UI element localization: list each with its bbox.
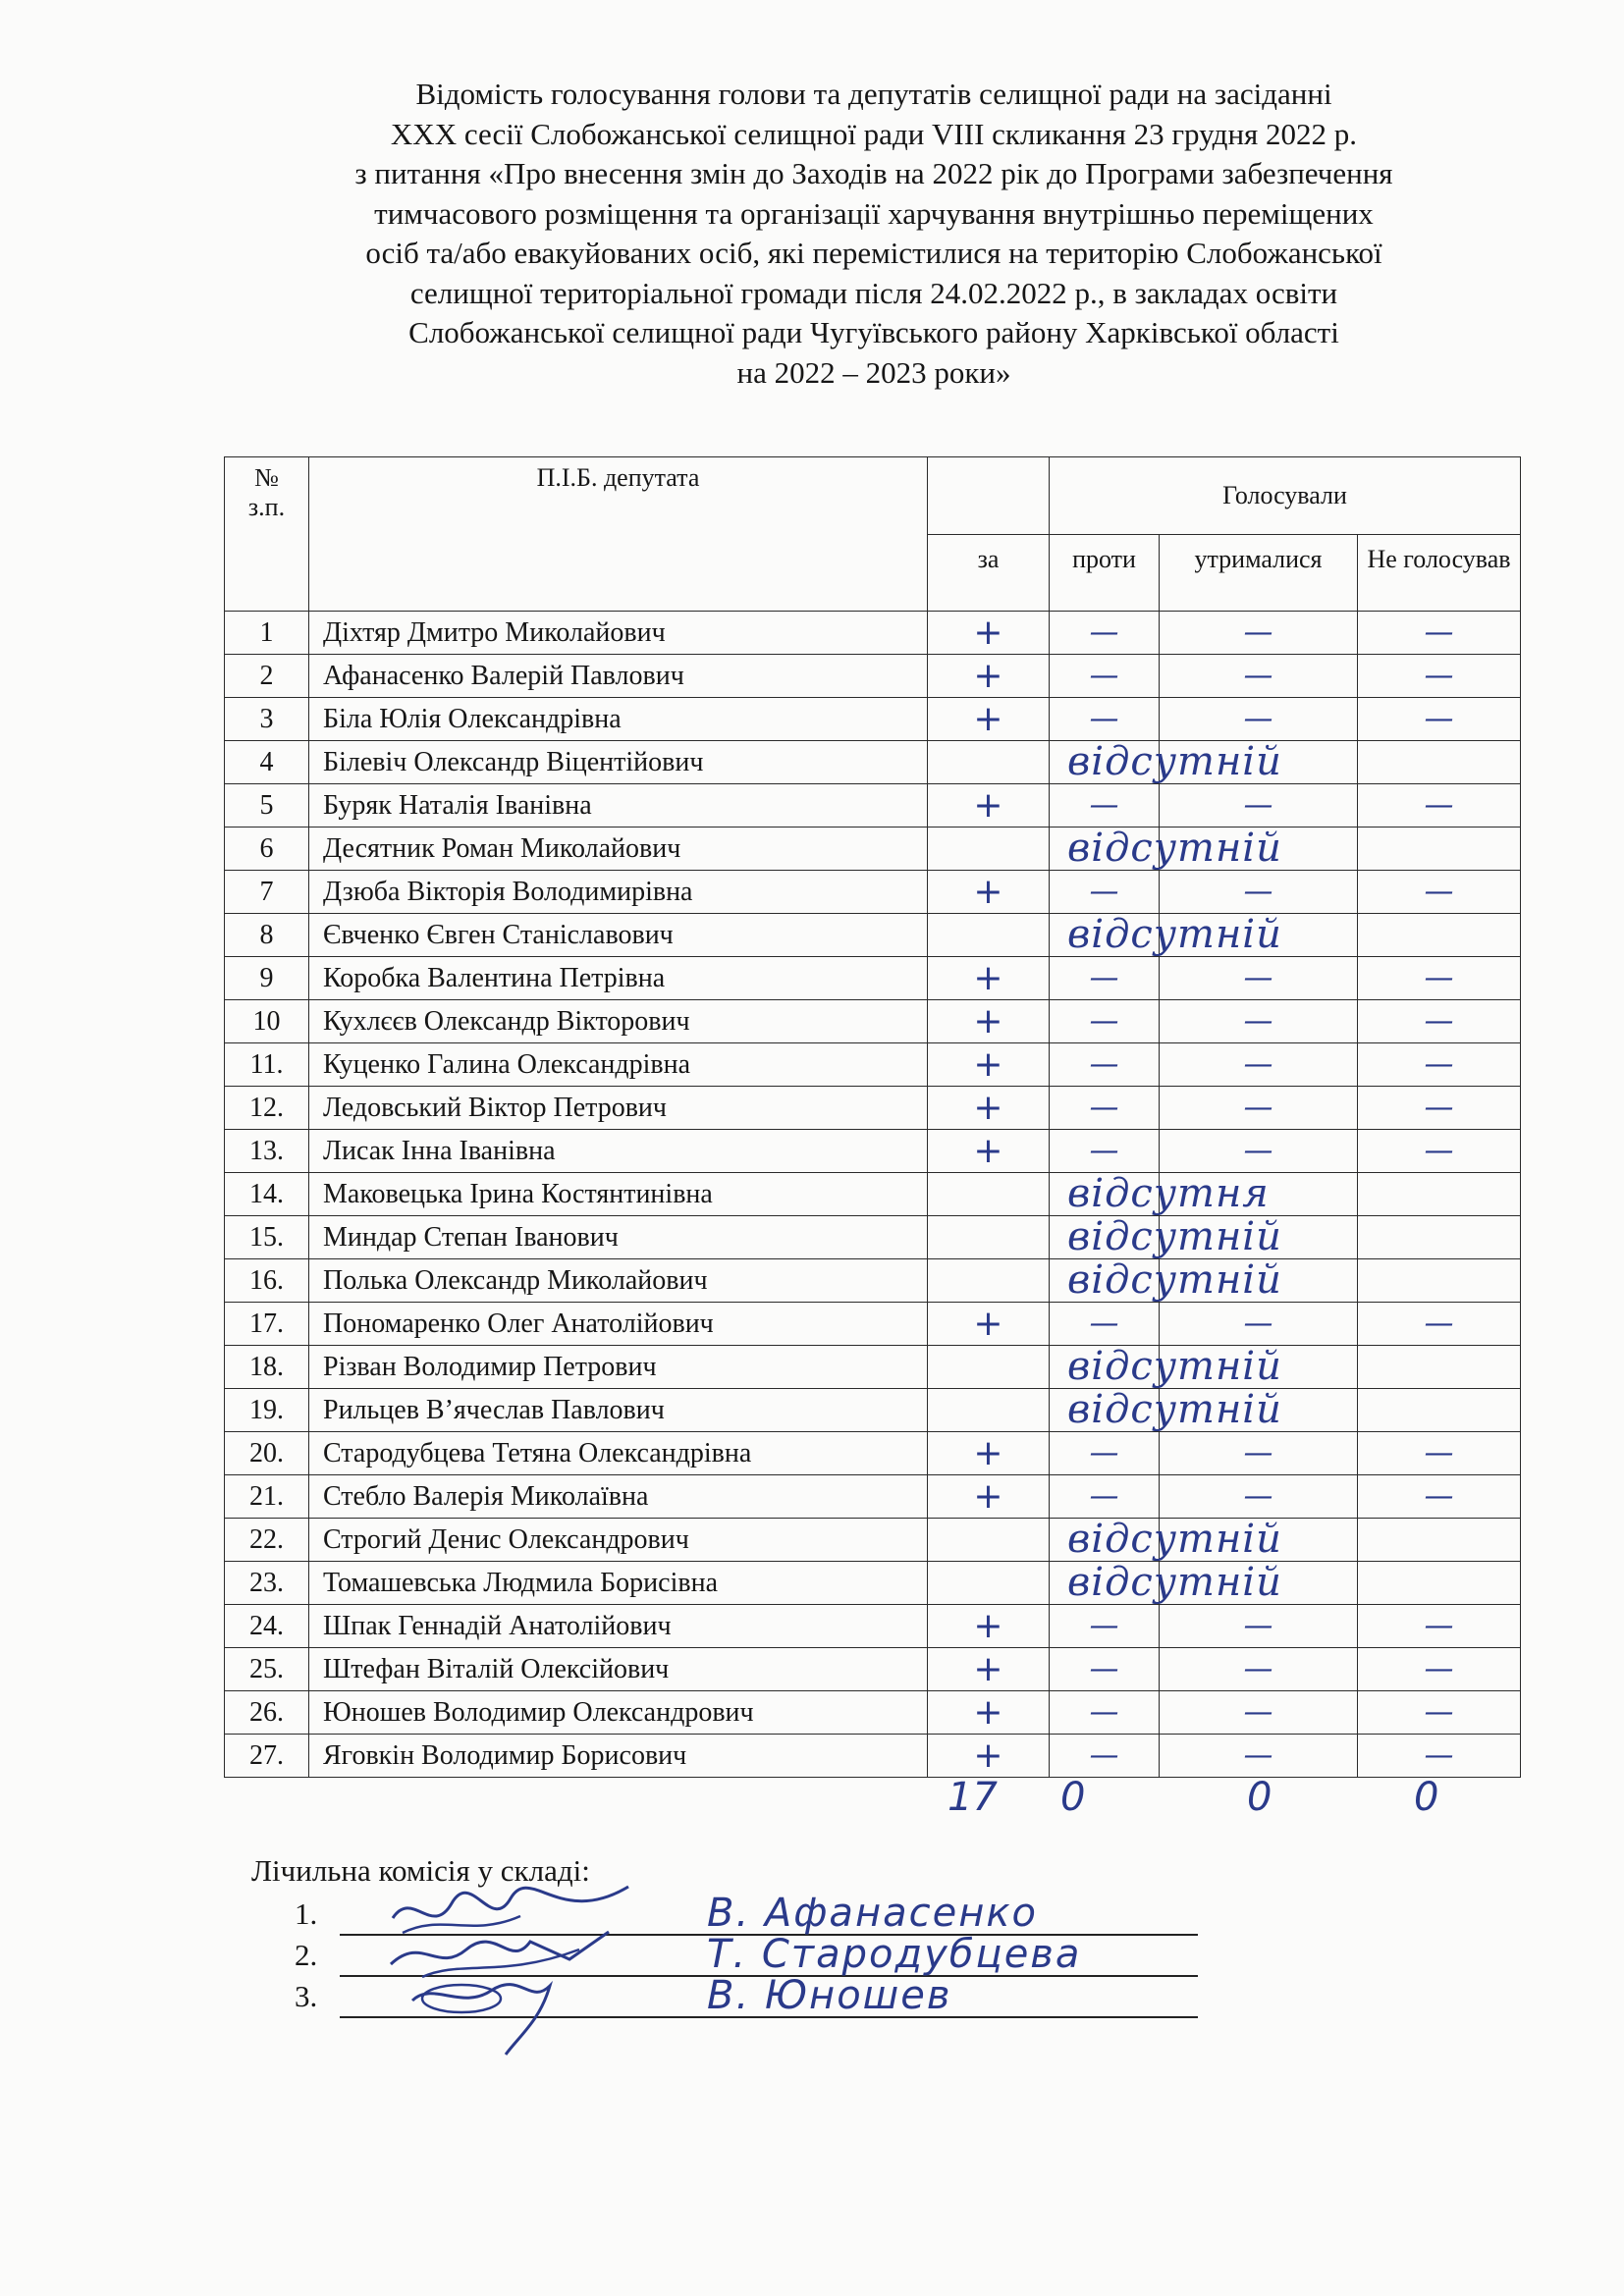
dash-mark: — [1424, 1479, 1454, 1514]
dash-mark: — [1243, 875, 1273, 909]
vote-for-cell [928, 1389, 1050, 1432]
absent-cell [1050, 826, 1282, 871]
plus-mark: + [973, 1606, 1003, 1646]
deputy-name: Строгий Денис Олександрович [309, 1519, 928, 1562]
vote-not-voted-cell [1358, 612, 1521, 655]
vote-for-cell [928, 741, 1050, 784]
dash-mark: — [1424, 1047, 1454, 1082]
table-row [225, 1519, 1521, 1562]
member-number: 2. [295, 1938, 318, 1972]
title-line: ХХХ сесії Слобожанської селищної ради VIII скликання 23 грудня 2022 р. [390, 116, 1358, 151]
dash-mark: — [1243, 1652, 1273, 1686]
vote-against-cell [1050, 1043, 1160, 1087]
dash-mark: — [1424, 788, 1454, 823]
plus-mark: + [973, 613, 1003, 653]
plus-mark: + [973, 958, 1003, 998]
deputy-name: Штефан Віталій Олексійович [309, 1648, 928, 1691]
dash-mark: — [1089, 1091, 1119, 1125]
table-row [225, 1000, 1521, 1043]
vote-not-voted-cell [1358, 1432, 1521, 1475]
table-row [225, 871, 1521, 914]
commission-label: Лічильна комісія у складі: [251, 1853, 590, 1888]
vote-abstained-cell [1160, 1432, 1358, 1475]
vote-for-cell [928, 1432, 1050, 1475]
member-number: 1. [295, 1896, 318, 1931]
row-number: 14. [225, 1173, 309, 1216]
deputy-name: Ледовський Віктор Петрович [309, 1087, 928, 1130]
vote-not-voted-cell [1358, 1216, 1521, 1259]
table-row [225, 1173, 1521, 1216]
deputy-name: Афанасенко Валерій Павлович [309, 655, 928, 698]
deputy-name: Кухлєєв Олександр Вікторович [309, 1000, 928, 1043]
table-row [225, 957, 1521, 1000]
total-abstained: 0 [1247, 1775, 1272, 1820]
absent-note: відсутній [1067, 1344, 1282, 1389]
vote-abstained-cell [1160, 871, 1358, 914]
table-row [225, 1648, 1521, 1691]
table-row [225, 1216, 1521, 1259]
plus-mark: + [973, 1044, 1003, 1085]
dash-mark: — [1424, 702, 1454, 736]
vote-against-cell [1050, 1303, 1160, 1346]
absent-note: відсутній [1067, 1517, 1282, 1562]
deputy-name: Полька Олександр Миколайович [309, 1259, 928, 1303]
plus-mark: + [973, 1131, 1003, 1171]
row-number: 13. [225, 1130, 309, 1173]
absent-cell [1050, 1387, 1282, 1432]
voting-table [224, 456, 1521, 1778]
absent-cell [1050, 912, 1282, 957]
vote-for-cell [928, 698, 1050, 741]
header-voted: Голосували [1050, 457, 1521, 535]
vote-abstained-cell [1160, 1562, 1358, 1605]
vote-abstained-cell [1160, 1735, 1358, 1778]
absent-note: відсутній [1067, 1214, 1282, 1259]
dash-mark: — [1424, 961, 1454, 995]
vote-not-voted-cell [1358, 1389, 1521, 1432]
dash-mark: — [1424, 875, 1454, 909]
vote-abstained-cell [1160, 1648, 1358, 1691]
vote-not-voted-cell [1358, 1562, 1521, 1605]
vote-for-cell [928, 1346, 1050, 1389]
deputy-name: Діхтяр Дмитро Миколайович [309, 612, 928, 655]
row-number: 10 [225, 1000, 309, 1043]
vote-abstained-cell [1160, 1389, 1358, 1432]
row-number: 6 [225, 828, 309, 871]
table-row [225, 1130, 1521, 1173]
member-handwritten-name: Т. Стародубцева [707, 1932, 1082, 1977]
row-number: 17. [225, 1303, 309, 1346]
table-row [225, 1605, 1521, 1648]
vote-against-cell [1050, 1605, 1160, 1648]
vote-for-cell [928, 1000, 1050, 1043]
row-number: 15. [225, 1216, 309, 1259]
dash-mark: — [1424, 615, 1454, 650]
dash-mark: — [1243, 961, 1273, 995]
deputy-name: Юношев Володимир Олександрович [309, 1691, 928, 1735]
deputy-name: Білевіч Олександр Віцентійович [309, 741, 928, 784]
vote-abstained-cell [1160, 828, 1358, 871]
absent-note: відсутня [1067, 1171, 1270, 1216]
table-row [225, 1303, 1521, 1346]
table-row [225, 1432, 1521, 1475]
plus-mark: + [973, 1649, 1003, 1689]
vote-abstained-cell [1160, 1130, 1358, 1173]
vote-against-cell [1050, 1475, 1160, 1519]
table-row [225, 1043, 1521, 1087]
dash-mark: — [1243, 788, 1273, 823]
table-row [225, 784, 1521, 828]
vote-abstained-cell [1160, 1043, 1358, 1087]
vote-for-cell [928, 1605, 1050, 1648]
vote-against-cell [1050, 1432, 1160, 1475]
vote-not-voted-cell [1358, 698, 1521, 741]
dash-mark: — [1243, 659, 1273, 693]
title-line: Відомість голосування голови та депутатів селищної ради на засіданні [415, 77, 1332, 111]
dash-mark: — [1089, 1307, 1119, 1341]
table-body [225, 612, 1521, 1778]
vote-abstained-cell [1160, 1087, 1358, 1130]
title-line: селищної територіальної громади після 24.02.2022 р., в закладах освіти [409, 275, 1338, 310]
absent-cell [1050, 1517, 1282, 1562]
vote-against-cell [1050, 1087, 1160, 1130]
vote-for-cell [928, 612, 1050, 655]
deputy-name: Миндар Степан Іванович [309, 1216, 928, 1259]
dash-mark: — [1424, 1609, 1454, 1643]
dash-mark: — [1089, 702, 1119, 736]
vote-not-voted-cell [1358, 1735, 1521, 1778]
vote-not-voted-cell [1358, 1303, 1521, 1346]
vote-abstained-cell [1160, 1691, 1358, 1735]
vote-against-cell [1050, 784, 1160, 828]
absent-cell [1050, 1344, 1282, 1389]
vote-against-cell [1050, 1691, 1160, 1735]
title-line: Слобожанської селищної ради Чугуївського району Харківської області [408, 315, 1339, 349]
plus-mark: + [973, 1692, 1003, 1733]
document-title [177, 75, 1571, 393]
vote-not-voted-cell [1358, 1346, 1521, 1389]
deputy-name: Пономаренко Олег Анатолійович [309, 1303, 928, 1346]
absent-note: відсутній [1067, 1387, 1282, 1432]
header-num: № з.п. [225, 457, 309, 612]
deputy-name: Лисак Інна Іванівна [309, 1130, 928, 1173]
vote-abstained-cell [1160, 1259, 1358, 1303]
vote-not-voted-cell [1358, 1605, 1521, 1648]
dash-mark: — [1243, 1436, 1273, 1470]
table-row [225, 1259, 1521, 1303]
vote-abstained-cell [1160, 1346, 1358, 1389]
row-number: 1 [225, 612, 309, 655]
plus-mark: + [973, 1001, 1003, 1041]
vote-against-cell [1050, 1130, 1160, 1173]
vote-not-voted-cell [1358, 1173, 1521, 1216]
dash-mark: — [1424, 1004, 1454, 1039]
dash-mark: — [1089, 1004, 1119, 1039]
row-number: 8 [225, 914, 309, 957]
plus-mark: + [973, 785, 1003, 826]
dash-mark: — [1243, 1134, 1273, 1168]
title-line: тимчасового розміщення та організації харчування внутрішньо переміщених [374, 195, 1374, 231]
plus-mark: + [973, 1476, 1003, 1517]
vote-for-cell [928, 1648, 1050, 1691]
dash-mark: — [1243, 1307, 1273, 1341]
row-number: 7 [225, 871, 309, 914]
row-number: 23. [225, 1562, 309, 1605]
row-number: 24. [225, 1605, 309, 1648]
dash-mark: — [1089, 1436, 1119, 1470]
vote-for-cell [928, 1562, 1050, 1605]
dash-mark: — [1089, 1609, 1119, 1643]
vote-abstained-cell [1160, 1216, 1358, 1259]
dash-mark: — [1424, 1695, 1454, 1730]
dash-mark: — [1243, 1004, 1273, 1039]
table-row [225, 1562, 1521, 1605]
title-line: осіб та/або евакуйованих осіб, які перемістилися на територію Слобожанської [365, 236, 1382, 270]
row-number: 27. [225, 1735, 309, 1778]
dash-mark: — [1424, 1134, 1454, 1168]
vote-for-cell [928, 1259, 1050, 1303]
deputy-name: Куценко Галина Олександрівна [309, 1043, 928, 1087]
vote-against-cell [1050, 612, 1160, 655]
dash-mark: — [1424, 1091, 1454, 1125]
vote-for-cell [928, 1691, 1050, 1735]
dash-mark: — [1089, 788, 1119, 823]
table-row [225, 914, 1521, 957]
vote-against-cell [1050, 698, 1160, 741]
plus-mark: + [973, 1088, 1003, 1128]
absent-note: відсутній [1067, 1257, 1282, 1303]
vote-for-cell [928, 828, 1050, 871]
vote-for-cell [928, 1087, 1050, 1130]
vote-for-cell [928, 914, 1050, 957]
vote-not-voted-cell [1358, 871, 1521, 914]
table-row [225, 1346, 1521, 1389]
vote-for-cell [928, 1216, 1050, 1259]
dash-mark: — [1424, 1436, 1454, 1470]
table-row [225, 1691, 1521, 1735]
vote-against-cell [1050, 1648, 1160, 1691]
header-name: П.І.Б. депутата [309, 457, 928, 612]
deputy-name: Стебло Валерія Миколаївна [309, 1475, 928, 1519]
dash-mark: — [1424, 1738, 1454, 1773]
vote-abstained-cell [1160, 1519, 1358, 1562]
dash-mark: — [1243, 1479, 1273, 1514]
deputy-name: Рильцев В’ячеслав Павлович [309, 1389, 928, 1432]
absent-cell [1050, 739, 1282, 784]
dash-mark: — [1089, 1479, 1119, 1514]
vote-not-voted-cell [1358, 1519, 1521, 1562]
dash-mark: — [1243, 1047, 1273, 1082]
dash-mark: — [1089, 1134, 1119, 1168]
dash-mark: — [1243, 615, 1273, 650]
row-number: 25. [225, 1648, 309, 1691]
dash-mark: — [1089, 961, 1119, 995]
plus-mark: + [973, 699, 1003, 739]
dash-mark: — [1243, 1091, 1273, 1125]
vote-not-voted-cell [1358, 957, 1521, 1000]
table-row [225, 1735, 1521, 1778]
row-number: 12. [225, 1087, 309, 1130]
plus-mark: + [973, 656, 1003, 696]
vote-not-voted-cell [1358, 914, 1521, 957]
dash-mark: — [1243, 702, 1273, 736]
dash-mark: — [1089, 615, 1119, 650]
dash-mark: — [1089, 1652, 1119, 1686]
vote-abstained-cell [1160, 655, 1358, 698]
row-number: 2 [225, 655, 309, 698]
absent-note: відсутній [1067, 912, 1282, 957]
vote-not-voted-cell [1358, 1130, 1521, 1173]
dash-mark: — [1243, 1738, 1273, 1773]
row-number: 20. [225, 1432, 309, 1475]
vote-abstained-cell [1160, 1303, 1358, 1346]
vote-abstained-cell [1160, 612, 1358, 655]
member-handwritten-name: В. Афанасенко [707, 1891, 1038, 1936]
vote-abstained-cell [1160, 1000, 1358, 1043]
vote-against-cell [1050, 957, 1160, 1000]
deputy-name: Томашевська Людмила Борисівна [309, 1562, 928, 1605]
vote-abstained-cell [1160, 784, 1358, 828]
vote-against-cell [1050, 871, 1160, 914]
vote-against-cell [1050, 1000, 1160, 1043]
vote-against-cell [1050, 655, 1160, 698]
vote-not-voted-cell [1358, 655, 1521, 698]
vote-abstained-cell [1160, 914, 1358, 957]
dash-mark: — [1089, 1047, 1119, 1082]
row-number: 9 [225, 957, 309, 1000]
total-not-voted: 0 [1414, 1775, 1439, 1820]
deputy-name: Коробка Валентина Петрівна [309, 957, 928, 1000]
vote-for-cell [928, 1130, 1050, 1173]
vote-not-voted-cell [1358, 1259, 1521, 1303]
dash-mark: — [1089, 1695, 1119, 1730]
table-row [225, 741, 1521, 784]
row-number: 11. [225, 1043, 309, 1087]
member-number: 3. [295, 1979, 318, 2013]
vote-not-voted-cell [1358, 784, 1521, 828]
title-line: з питання «Про внесення змін до Заходів на 2022 рік до Програми забезпечення [354, 156, 1393, 190]
row-number: 4 [225, 741, 309, 784]
vote-abstained-cell [1160, 957, 1358, 1000]
vote-for-cell [928, 1475, 1050, 1519]
dash-mark: — [1424, 1652, 1454, 1686]
deputy-name: Маковецька Ірина Костянтинівна [309, 1173, 928, 1216]
deputy-name: Біла Юлія Олександрівна [309, 698, 928, 741]
vote-not-voted-cell [1358, 1691, 1521, 1735]
vote-not-voted-cell [1358, 1087, 1521, 1130]
row-number: 19. [225, 1389, 309, 1432]
header-for: за [928, 534, 1050, 612]
member-handwritten-name: В. Юношев [707, 1973, 952, 2018]
total-against: 0 [1060, 1775, 1086, 1820]
row-number: 21. [225, 1475, 309, 1519]
vote-not-voted-cell [1358, 828, 1521, 871]
absent-cell [1050, 1560, 1282, 1605]
vote-for-cell [928, 784, 1050, 828]
vote-for-cell [928, 1735, 1050, 1778]
dash-mark: — [1424, 659, 1454, 693]
vote-for-cell [928, 1519, 1050, 1562]
absent-note: відсутній [1067, 739, 1282, 784]
deputy-name: Євченко Євген Станіславович [309, 914, 928, 957]
table-row [225, 1087, 1521, 1130]
title-line: на 2022 – 2023 роки» [736, 354, 1011, 390]
table-row [225, 1389, 1521, 1432]
vote-not-voted-cell [1358, 741, 1521, 784]
absent-cell [1050, 1171, 1270, 1216]
plus-mark: + [973, 1433, 1003, 1473]
row-number: 22. [225, 1519, 309, 1562]
row-number: 16. [225, 1259, 309, 1303]
vote-abstained-cell [1160, 1173, 1358, 1216]
absent-cell [1050, 1257, 1282, 1303]
dash-mark: — [1089, 1738, 1119, 1773]
vote-not-voted-cell [1358, 1648, 1521, 1691]
plus-mark: + [973, 872, 1003, 912]
absent-cell [1050, 1214, 1282, 1259]
vote-abstained-cell [1160, 741, 1358, 784]
vote-not-voted-cell [1358, 1000, 1521, 1043]
dash-mark: — [1089, 875, 1119, 909]
vote-against-cell [1050, 1735, 1160, 1778]
deputy-name: Шпак Геннадій Анатолійович [309, 1605, 928, 1648]
deputy-name: Різван Володимир Петрович [309, 1346, 928, 1389]
header-against: проти [1050, 534, 1160, 612]
row-number: 26. [225, 1691, 309, 1735]
table-row [225, 612, 1521, 655]
plus-mark: + [973, 1735, 1003, 1776]
signature-scribble-icon [383, 1961, 638, 2059]
deputy-name: Буряк Наталія Іванівна [309, 784, 928, 828]
vote-for-cell [928, 871, 1050, 914]
dash-mark: — [1089, 659, 1119, 693]
absent-note: відсутній [1067, 826, 1282, 871]
plus-mark: + [973, 1304, 1003, 1344]
table-row [225, 828, 1521, 871]
vote-not-voted-cell [1358, 1043, 1521, 1087]
header-blank [928, 457, 1050, 535]
vote-for-cell [928, 1043, 1050, 1087]
table-row [225, 698, 1521, 741]
row-number: 5 [225, 784, 309, 828]
dash-mark: — [1424, 1307, 1454, 1341]
vote-for-cell [928, 655, 1050, 698]
absent-note: відсутній [1067, 1560, 1282, 1605]
table-row [225, 1475, 1521, 1519]
vote-abstained-cell [1160, 1475, 1358, 1519]
header-not-voted: Не голосував [1358, 534, 1521, 612]
vote-abstained-cell [1160, 1605, 1358, 1648]
vote-for-cell [928, 1303, 1050, 1346]
deputy-name: Дзюба Вікторія Володимирівна [309, 871, 928, 914]
vote-not-voted-cell [1358, 1475, 1521, 1519]
total-for: 17 [947, 1775, 998, 1820]
deputy-name: Десятник Роман Миколайович [309, 828, 928, 871]
dash-mark: — [1243, 1695, 1273, 1730]
commission-member-3 [295, 1973, 1198, 2018]
table-row [225, 655, 1521, 698]
row-number: 3 [225, 698, 309, 741]
vote-for-cell [928, 957, 1050, 1000]
vote-for-cell [928, 1173, 1050, 1216]
row-number: 18. [225, 1346, 309, 1389]
header-abstained: утрималися [1160, 534, 1358, 612]
deputy-name: Яговкін Володимир Борисович [309, 1735, 928, 1778]
dash-mark: — [1243, 1609, 1273, 1643]
vote-abstained-cell [1160, 698, 1358, 741]
deputy-name: Стародубцева Тетяна Олександрівна [309, 1432, 928, 1475]
